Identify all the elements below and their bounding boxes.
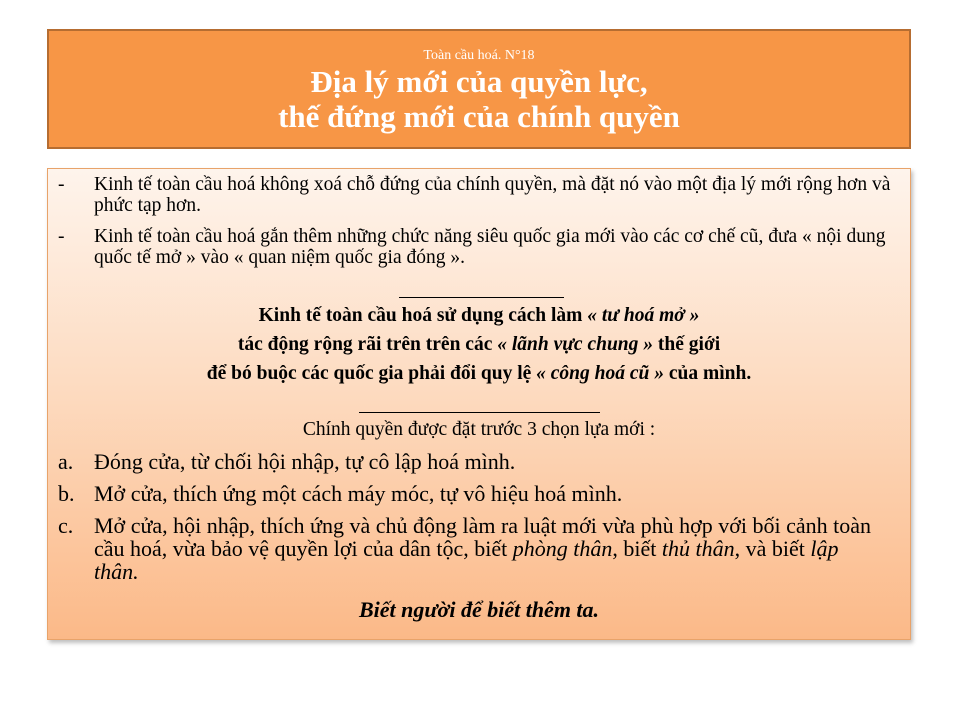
choice-text: Đóng cửa, từ chối hội nhập, tự cô lập hoá mình. bbox=[94, 449, 516, 474]
emphasis-italic: « lãnh vực chung » bbox=[497, 334, 654, 355]
choice-text-part: Mở cửa, hội nhập, thích ứng và chủ động làm ra luật mới vừa phù hợp với bối cảnh toàn cầu hoá, vừa bảo vệ quyền lợi của dân tộc, biết bbox=[94, 513, 871, 561]
emphasis-text: tác động rộng rãi trên trên các bbox=[237, 334, 498, 355]
slide-title-line-1: Địa lý mới của quyền lực, bbox=[310, 64, 648, 99]
emphasis-text: để bó buộc các quốc gia phải đổi quy lệ bbox=[206, 363, 537, 384]
slide-title-line-2: thế đứng mới của chính quyền bbox=[278, 99, 680, 134]
choices-intro: Chính quyền được đặt trước 3 chọn lựa mới : bbox=[302, 419, 656, 440]
emphasis-italic: « tư hoá mở » bbox=[587, 305, 700, 326]
divider-short bbox=[399, 297, 564, 298]
bullet-text: Kinh tế toàn cầu hoá gắn thêm những chức năng siêu quốc gia mới vào các cơ chế cũ, đưa « nội dung quốc tế mở » vào « quan niệm quốc gia đóng ». bbox=[94, 226, 886, 268]
choice-letter: c. bbox=[58, 513, 74, 538]
choice-text bbox=[94, 514, 888, 583]
emphasis-text: của mình. bbox=[664, 363, 752, 384]
title-banner bbox=[47, 29, 911, 149]
bullet-item-1 bbox=[58, 174, 898, 216]
choice-italic: phòng thân bbox=[512, 536, 613, 561]
emphasis-text: thế giới bbox=[653, 334, 721, 355]
choice-text-part: , và biết bbox=[734, 536, 811, 561]
emphasis-line-1 bbox=[48, 304, 910, 328]
bullet-marker: - bbox=[58, 174, 65, 195]
emphasis-italic: « công hoá cũ » bbox=[536, 363, 665, 384]
content-panel bbox=[47, 168, 911, 640]
bullet-text: Kinh tế toàn cầu hoá không xoá chỗ đứng của chính quyền, mà đặt nó vào một địa lý mới rộng hơn và phức tạp hơn. bbox=[94, 174, 891, 216]
slide-subtitle: Toàn cầu hoá. N°18 bbox=[423, 48, 535, 63]
bullet-marker: - bbox=[58, 226, 65, 247]
choice-text-part: , biết bbox=[612, 536, 662, 561]
choice-c bbox=[58, 514, 888, 583]
choice-letter: a. bbox=[58, 449, 74, 474]
emphasis-line-3 bbox=[48, 362, 910, 386]
emphasis-line-2 bbox=[48, 333, 910, 357]
choice-letter: b. bbox=[58, 481, 75, 506]
divider-long bbox=[359, 412, 600, 413]
choice-italic: thủ thân bbox=[661, 536, 735, 561]
choice-italic: lập thân. bbox=[94, 536, 839, 584]
emphasis-text: Kinh tế toàn cầu hoá sử dụng cách làm bbox=[258, 305, 588, 326]
choice-text: Mở cửa, thích ứng một cách máy móc, tự vô hiệu hoá mình. bbox=[94, 481, 623, 506]
choice-b bbox=[58, 482, 888, 505]
closing-line: Biết người để biết thêm ta. bbox=[358, 597, 600, 622]
bullet-item-2 bbox=[58, 226, 898, 268]
choice-a bbox=[58, 450, 888, 473]
